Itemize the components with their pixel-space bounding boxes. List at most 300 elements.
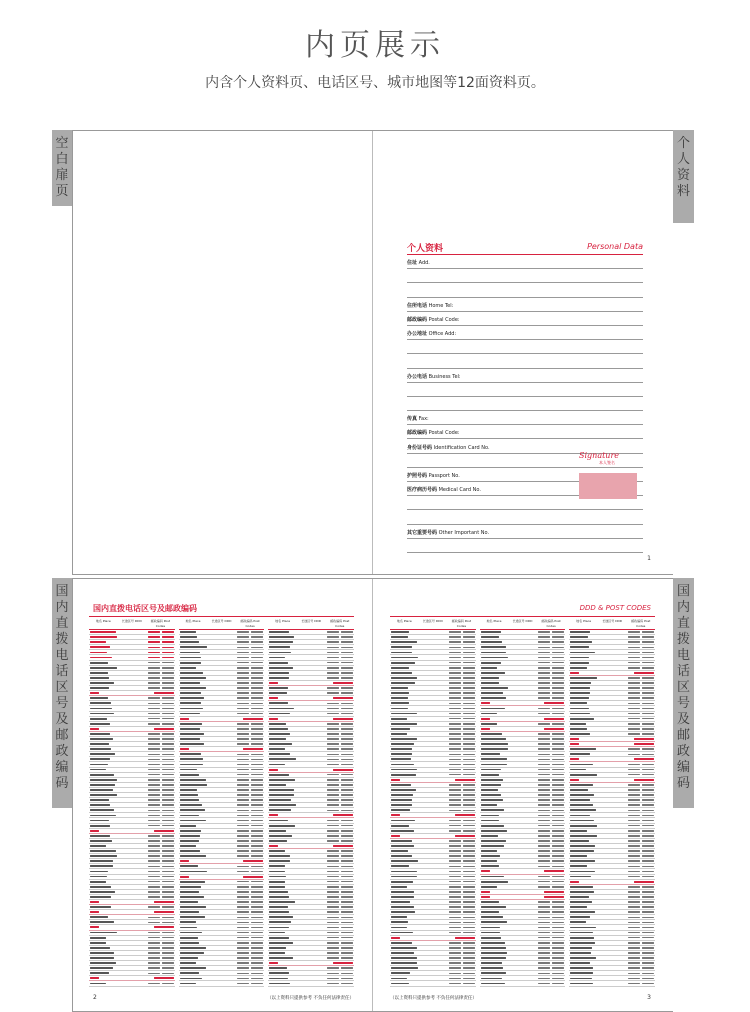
ddd-code bbox=[237, 703, 249, 705]
post-code bbox=[251, 973, 263, 975]
ddd-code bbox=[449, 967, 461, 969]
place-name bbox=[570, 865, 587, 867]
directory-column bbox=[480, 619, 566, 987]
place-name bbox=[180, 871, 207, 873]
province-name-cn bbox=[481, 870, 490, 872]
place-name bbox=[269, 758, 296, 760]
place-name bbox=[391, 972, 410, 974]
post-code bbox=[341, 942, 353, 944]
post-code bbox=[552, 641, 564, 643]
ddd-code bbox=[449, 891, 461, 893]
ddd-code bbox=[449, 866, 461, 868]
place-name bbox=[391, 794, 413, 796]
post-code bbox=[341, 901, 353, 903]
post-code bbox=[552, 697, 564, 699]
place-name bbox=[481, 697, 506, 699]
post-code bbox=[552, 662, 564, 664]
post-code bbox=[642, 789, 654, 791]
post-code bbox=[552, 881, 564, 883]
directory-rule bbox=[390, 616, 655, 617]
province-name-en bbox=[154, 728, 174, 730]
post-code bbox=[251, 932, 263, 934]
place-name bbox=[570, 891, 594, 893]
place-name bbox=[391, 906, 414, 908]
place-name bbox=[180, 891, 199, 893]
ddd-code bbox=[237, 810, 249, 812]
post-code bbox=[552, 759, 564, 761]
place-name bbox=[570, 677, 597, 679]
ddd-code bbox=[327, 906, 339, 908]
tab-char: 电 bbox=[55, 648, 69, 663]
column-header-cell: 邮政编码 Post Codes bbox=[150, 619, 171, 628]
post-code bbox=[341, 754, 353, 756]
post-code bbox=[552, 692, 564, 694]
ddd-code bbox=[628, 728, 640, 730]
place-name bbox=[180, 677, 206, 679]
post-code bbox=[341, 789, 353, 791]
post-code bbox=[552, 932, 564, 934]
ddd-code bbox=[628, 850, 640, 852]
column-header-cell: 地名 Place bbox=[486, 619, 502, 623]
post-code bbox=[552, 952, 564, 954]
place-name bbox=[180, 799, 199, 801]
ddd-code bbox=[237, 789, 249, 791]
post-code bbox=[642, 886, 654, 888]
province-name-en bbox=[243, 860, 263, 862]
place-name bbox=[391, 697, 408, 699]
place-name bbox=[570, 662, 589, 664]
post-code bbox=[162, 804, 174, 806]
ddd-code bbox=[538, 804, 550, 806]
ddd-code bbox=[538, 983, 550, 985]
ddd-code bbox=[327, 728, 339, 730]
place-name bbox=[570, 830, 587, 832]
place-name bbox=[391, 764, 414, 766]
post-code bbox=[251, 840, 263, 842]
place-name bbox=[391, 641, 417, 643]
tab-char: 话 bbox=[676, 664, 690, 679]
ddd-code bbox=[237, 641, 249, 643]
ddd-code bbox=[327, 881, 339, 883]
post-code bbox=[552, 947, 564, 949]
post-code bbox=[642, 815, 654, 817]
place-name bbox=[90, 769, 106, 771]
place-name bbox=[391, 830, 414, 832]
post-code bbox=[642, 906, 654, 908]
ddd-code bbox=[628, 927, 640, 929]
ddd-code bbox=[327, 794, 339, 796]
ddd-code bbox=[148, 764, 160, 766]
place-name bbox=[269, 713, 290, 715]
place-name bbox=[180, 865, 198, 867]
ddd-code bbox=[327, 754, 339, 756]
post-code bbox=[642, 947, 654, 949]
place-name bbox=[269, 636, 294, 638]
place-name bbox=[90, 886, 111, 888]
ddd-code bbox=[327, 855, 339, 857]
personal-data-row bbox=[407, 397, 643, 411]
place-name bbox=[481, 692, 503, 694]
province-name-cn bbox=[570, 743, 579, 745]
post-code bbox=[642, 708, 654, 710]
place-name bbox=[391, 753, 412, 755]
place-name bbox=[481, 794, 501, 796]
ddd-code bbox=[538, 810, 550, 812]
place-name bbox=[269, 865, 285, 867]
place-name bbox=[269, 972, 289, 974]
place-name bbox=[391, 769, 417, 771]
post-code bbox=[251, 677, 263, 679]
post-code bbox=[341, 896, 353, 898]
post-code bbox=[251, 697, 263, 699]
post-code bbox=[341, 748, 353, 750]
post-code bbox=[162, 748, 174, 750]
place-name bbox=[481, 850, 497, 852]
place-name bbox=[90, 687, 109, 689]
ddd-code bbox=[237, 866, 249, 868]
post-code bbox=[251, 743, 263, 745]
ddd-code bbox=[538, 687, 550, 689]
post-code bbox=[463, 927, 475, 929]
ddd-code bbox=[538, 647, 550, 649]
place-name bbox=[481, 631, 501, 633]
tab-char: 政 bbox=[676, 744, 690, 759]
province-name-en bbox=[333, 718, 353, 720]
place-name bbox=[180, 978, 202, 980]
post-code bbox=[162, 682, 174, 684]
post-code bbox=[251, 835, 263, 837]
place-name bbox=[269, 921, 291, 923]
ddd-code bbox=[237, 672, 249, 674]
place-name bbox=[481, 779, 503, 781]
ddd-code bbox=[628, 845, 640, 847]
post-code bbox=[463, 759, 475, 761]
ddd-code bbox=[327, 708, 339, 710]
post-code bbox=[463, 866, 475, 868]
ddd-code bbox=[628, 794, 640, 796]
place-name bbox=[180, 738, 200, 740]
ddd-code bbox=[449, 748, 461, 750]
ddd-code bbox=[449, 983, 461, 985]
post-code bbox=[251, 799, 263, 801]
ddd-code bbox=[237, 825, 249, 827]
place-name bbox=[269, 738, 286, 740]
place-name bbox=[481, 804, 497, 806]
place-name bbox=[90, 794, 117, 796]
place-name bbox=[481, 809, 504, 811]
province-name-en bbox=[154, 692, 174, 694]
place-name bbox=[570, 978, 592, 980]
post-code bbox=[341, 825, 353, 827]
post-code bbox=[341, 804, 353, 806]
personal-data-row bbox=[407, 383, 643, 397]
ddd-code bbox=[628, 876, 640, 878]
ddd-code bbox=[538, 952, 550, 954]
place-name bbox=[481, 835, 498, 837]
place-name bbox=[180, 789, 197, 791]
ddd-code bbox=[449, 860, 461, 862]
place-name bbox=[570, 911, 595, 913]
post-code bbox=[162, 647, 174, 649]
place-name bbox=[180, 784, 207, 786]
place-name bbox=[481, 687, 508, 689]
personal-data-row bbox=[407, 312, 643, 326]
ddd-code bbox=[327, 911, 339, 913]
place-name bbox=[90, 962, 116, 964]
post-code bbox=[552, 937, 564, 939]
ddd-code bbox=[628, 631, 640, 633]
tab-personal-data bbox=[673, 130, 694, 223]
place-name bbox=[180, 901, 198, 903]
ddd-code bbox=[628, 713, 640, 715]
post-code bbox=[463, 728, 475, 730]
place-name bbox=[269, 830, 286, 832]
ddd-code bbox=[327, 743, 339, 745]
ddd-code bbox=[237, 840, 249, 842]
ddd-code bbox=[148, 881, 160, 883]
post-code bbox=[251, 672, 263, 674]
ddd-code bbox=[628, 820, 640, 822]
place-name bbox=[269, 860, 290, 862]
post-code bbox=[251, 917, 263, 919]
place-name bbox=[90, 738, 113, 740]
post-code bbox=[552, 652, 564, 654]
place-name bbox=[90, 942, 106, 944]
ddd-code bbox=[148, 917, 160, 919]
place-name bbox=[90, 743, 109, 745]
place-name bbox=[570, 799, 590, 801]
place-name bbox=[90, 820, 109, 822]
post-code bbox=[251, 820, 263, 822]
ddd-code bbox=[628, 911, 640, 913]
place-name bbox=[570, 952, 591, 954]
ddd-code bbox=[449, 667, 461, 669]
place-name bbox=[269, 983, 290, 985]
place-name bbox=[269, 662, 288, 664]
place-name bbox=[481, 967, 503, 969]
post-code bbox=[341, 871, 353, 873]
ddd-code bbox=[327, 866, 339, 868]
ddd-code bbox=[327, 759, 339, 761]
post-code bbox=[341, 652, 353, 654]
ddd-code bbox=[237, 983, 249, 985]
place-name bbox=[391, 652, 412, 654]
ddd-code bbox=[449, 636, 461, 638]
ddd-code bbox=[538, 973, 550, 975]
place-name bbox=[570, 962, 590, 964]
post-code bbox=[162, 708, 174, 710]
post-code bbox=[251, 922, 263, 924]
ddd-code bbox=[449, 774, 461, 776]
place-name bbox=[269, 764, 285, 766]
place-name bbox=[90, 850, 116, 852]
place-name bbox=[269, 850, 285, 852]
post-code bbox=[642, 855, 654, 857]
place-name bbox=[481, 921, 507, 923]
post-code bbox=[552, 789, 564, 791]
personal-data-row bbox=[407, 525, 643, 539]
personal-data-header bbox=[407, 241, 643, 255]
ddd-code bbox=[237, 697, 249, 699]
post-code bbox=[463, 799, 475, 801]
ddd-code bbox=[449, 962, 461, 964]
post-code bbox=[162, 652, 174, 654]
ddd-code bbox=[538, 657, 550, 659]
place-name bbox=[269, 916, 293, 918]
personal-data-row bbox=[407, 340, 643, 354]
post-code bbox=[251, 942, 263, 944]
directory-column-header bbox=[569, 619, 655, 630]
ddd-code bbox=[538, 769, 550, 771]
place-name bbox=[481, 886, 497, 888]
ddd-code bbox=[327, 983, 339, 985]
place-name bbox=[269, 876, 286, 878]
post-code bbox=[251, 962, 263, 964]
directory-row bbox=[268, 981, 354, 986]
post-code bbox=[642, 891, 654, 893]
post-code bbox=[552, 917, 564, 919]
ddd-code bbox=[148, 845, 160, 847]
ddd-code bbox=[449, 978, 461, 980]
ddd-code bbox=[628, 901, 640, 903]
ddd-code bbox=[449, 784, 461, 786]
column-header-cell: 长途区号 DDD bbox=[121, 619, 142, 623]
ddd-code bbox=[628, 687, 640, 689]
place-name bbox=[90, 779, 117, 781]
post-code bbox=[162, 906, 174, 908]
place-name bbox=[391, 646, 412, 648]
ddd-code bbox=[449, 973, 461, 975]
ddd-code bbox=[237, 815, 249, 817]
post-code bbox=[251, 810, 263, 812]
personal-data-title-cn: 个人资料 bbox=[407, 244, 444, 254]
ddd-code bbox=[538, 799, 550, 801]
directory-row bbox=[569, 981, 655, 986]
post-code bbox=[251, 983, 263, 985]
place-name bbox=[90, 845, 106, 847]
place-name bbox=[481, 769, 501, 771]
ddd-code bbox=[449, 764, 461, 766]
ddd-code bbox=[237, 754, 249, 756]
place-name bbox=[570, 789, 588, 791]
post-code bbox=[341, 692, 353, 694]
post-code bbox=[642, 937, 654, 939]
post-code bbox=[162, 641, 174, 643]
place-name bbox=[481, 636, 499, 638]
post-code bbox=[162, 713, 174, 715]
signature-text: Signature bbox=[579, 451, 620, 460]
province-name-en bbox=[634, 672, 654, 674]
post-code bbox=[162, 952, 174, 954]
post-code bbox=[642, 896, 654, 898]
post-code bbox=[251, 728, 263, 730]
ddd-code bbox=[237, 927, 249, 929]
ddd-code bbox=[148, 754, 160, 756]
post-code bbox=[463, 942, 475, 944]
ddd-code bbox=[148, 937, 160, 939]
post-code bbox=[251, 794, 263, 796]
ddd-code bbox=[449, 901, 461, 903]
ddd-code bbox=[148, 743, 160, 745]
place-name bbox=[570, 636, 588, 638]
post-code bbox=[642, 820, 654, 822]
ddd-code bbox=[237, 917, 249, 919]
post-code bbox=[552, 733, 564, 735]
place-name bbox=[269, 723, 286, 725]
province-name-cn bbox=[391, 937, 400, 939]
post-code bbox=[251, 896, 263, 898]
place-name bbox=[90, 784, 115, 786]
ddd-code bbox=[327, 672, 339, 674]
place-name bbox=[269, 911, 289, 913]
ddd-code bbox=[327, 860, 339, 862]
column-header-cell: 长途区号 DDD bbox=[602, 619, 623, 623]
post-code bbox=[251, 937, 263, 939]
province-name-cn bbox=[269, 962, 278, 964]
post-code bbox=[162, 769, 174, 771]
ddd-code bbox=[148, 855, 160, 857]
place-name bbox=[269, 840, 287, 842]
post-code bbox=[642, 810, 654, 812]
ddd-code bbox=[449, 855, 461, 857]
post-code bbox=[341, 835, 353, 837]
province-name-cn bbox=[180, 748, 189, 750]
ddd-code bbox=[628, 871, 640, 873]
place-name bbox=[269, 774, 289, 776]
place-name bbox=[180, 657, 201, 659]
place-name bbox=[481, 820, 499, 822]
signature-text-cn: 本人签名 bbox=[599, 460, 615, 465]
directory-row bbox=[390, 981, 476, 986]
post-code bbox=[251, 657, 263, 659]
place-name bbox=[481, 641, 502, 643]
ddd-code bbox=[148, 703, 160, 705]
place-name bbox=[391, 799, 412, 801]
ddd-code bbox=[538, 830, 550, 832]
ddd-code bbox=[148, 636, 160, 638]
personal-data-row bbox=[407, 255, 643, 269]
post-code bbox=[162, 957, 174, 959]
ddd-code bbox=[237, 973, 249, 975]
post-code bbox=[552, 810, 564, 812]
post-code bbox=[162, 703, 174, 705]
place-name bbox=[90, 672, 108, 674]
ddd-code bbox=[449, 672, 461, 674]
ddd-code bbox=[628, 957, 640, 959]
place-name bbox=[481, 845, 504, 847]
place-name bbox=[90, 708, 112, 710]
ddd-code bbox=[628, 784, 640, 786]
post-code bbox=[162, 789, 174, 791]
post-code bbox=[642, 764, 654, 766]
ddd-code bbox=[148, 667, 160, 669]
tab-char: 号 bbox=[55, 696, 69, 711]
post-code bbox=[463, 662, 475, 664]
ddd-code bbox=[628, 682, 640, 684]
ddd-code bbox=[148, 713, 160, 715]
place-name bbox=[180, 916, 205, 918]
directory-column bbox=[268, 619, 354, 987]
ddd-code bbox=[148, 850, 160, 852]
post-code bbox=[552, 886, 564, 888]
post-code bbox=[552, 978, 564, 980]
post-code bbox=[463, 876, 475, 878]
post-code bbox=[341, 713, 353, 715]
post-code bbox=[642, 804, 654, 806]
place-name bbox=[180, 769, 197, 771]
place-name bbox=[269, 708, 294, 710]
place-name bbox=[391, 723, 417, 725]
